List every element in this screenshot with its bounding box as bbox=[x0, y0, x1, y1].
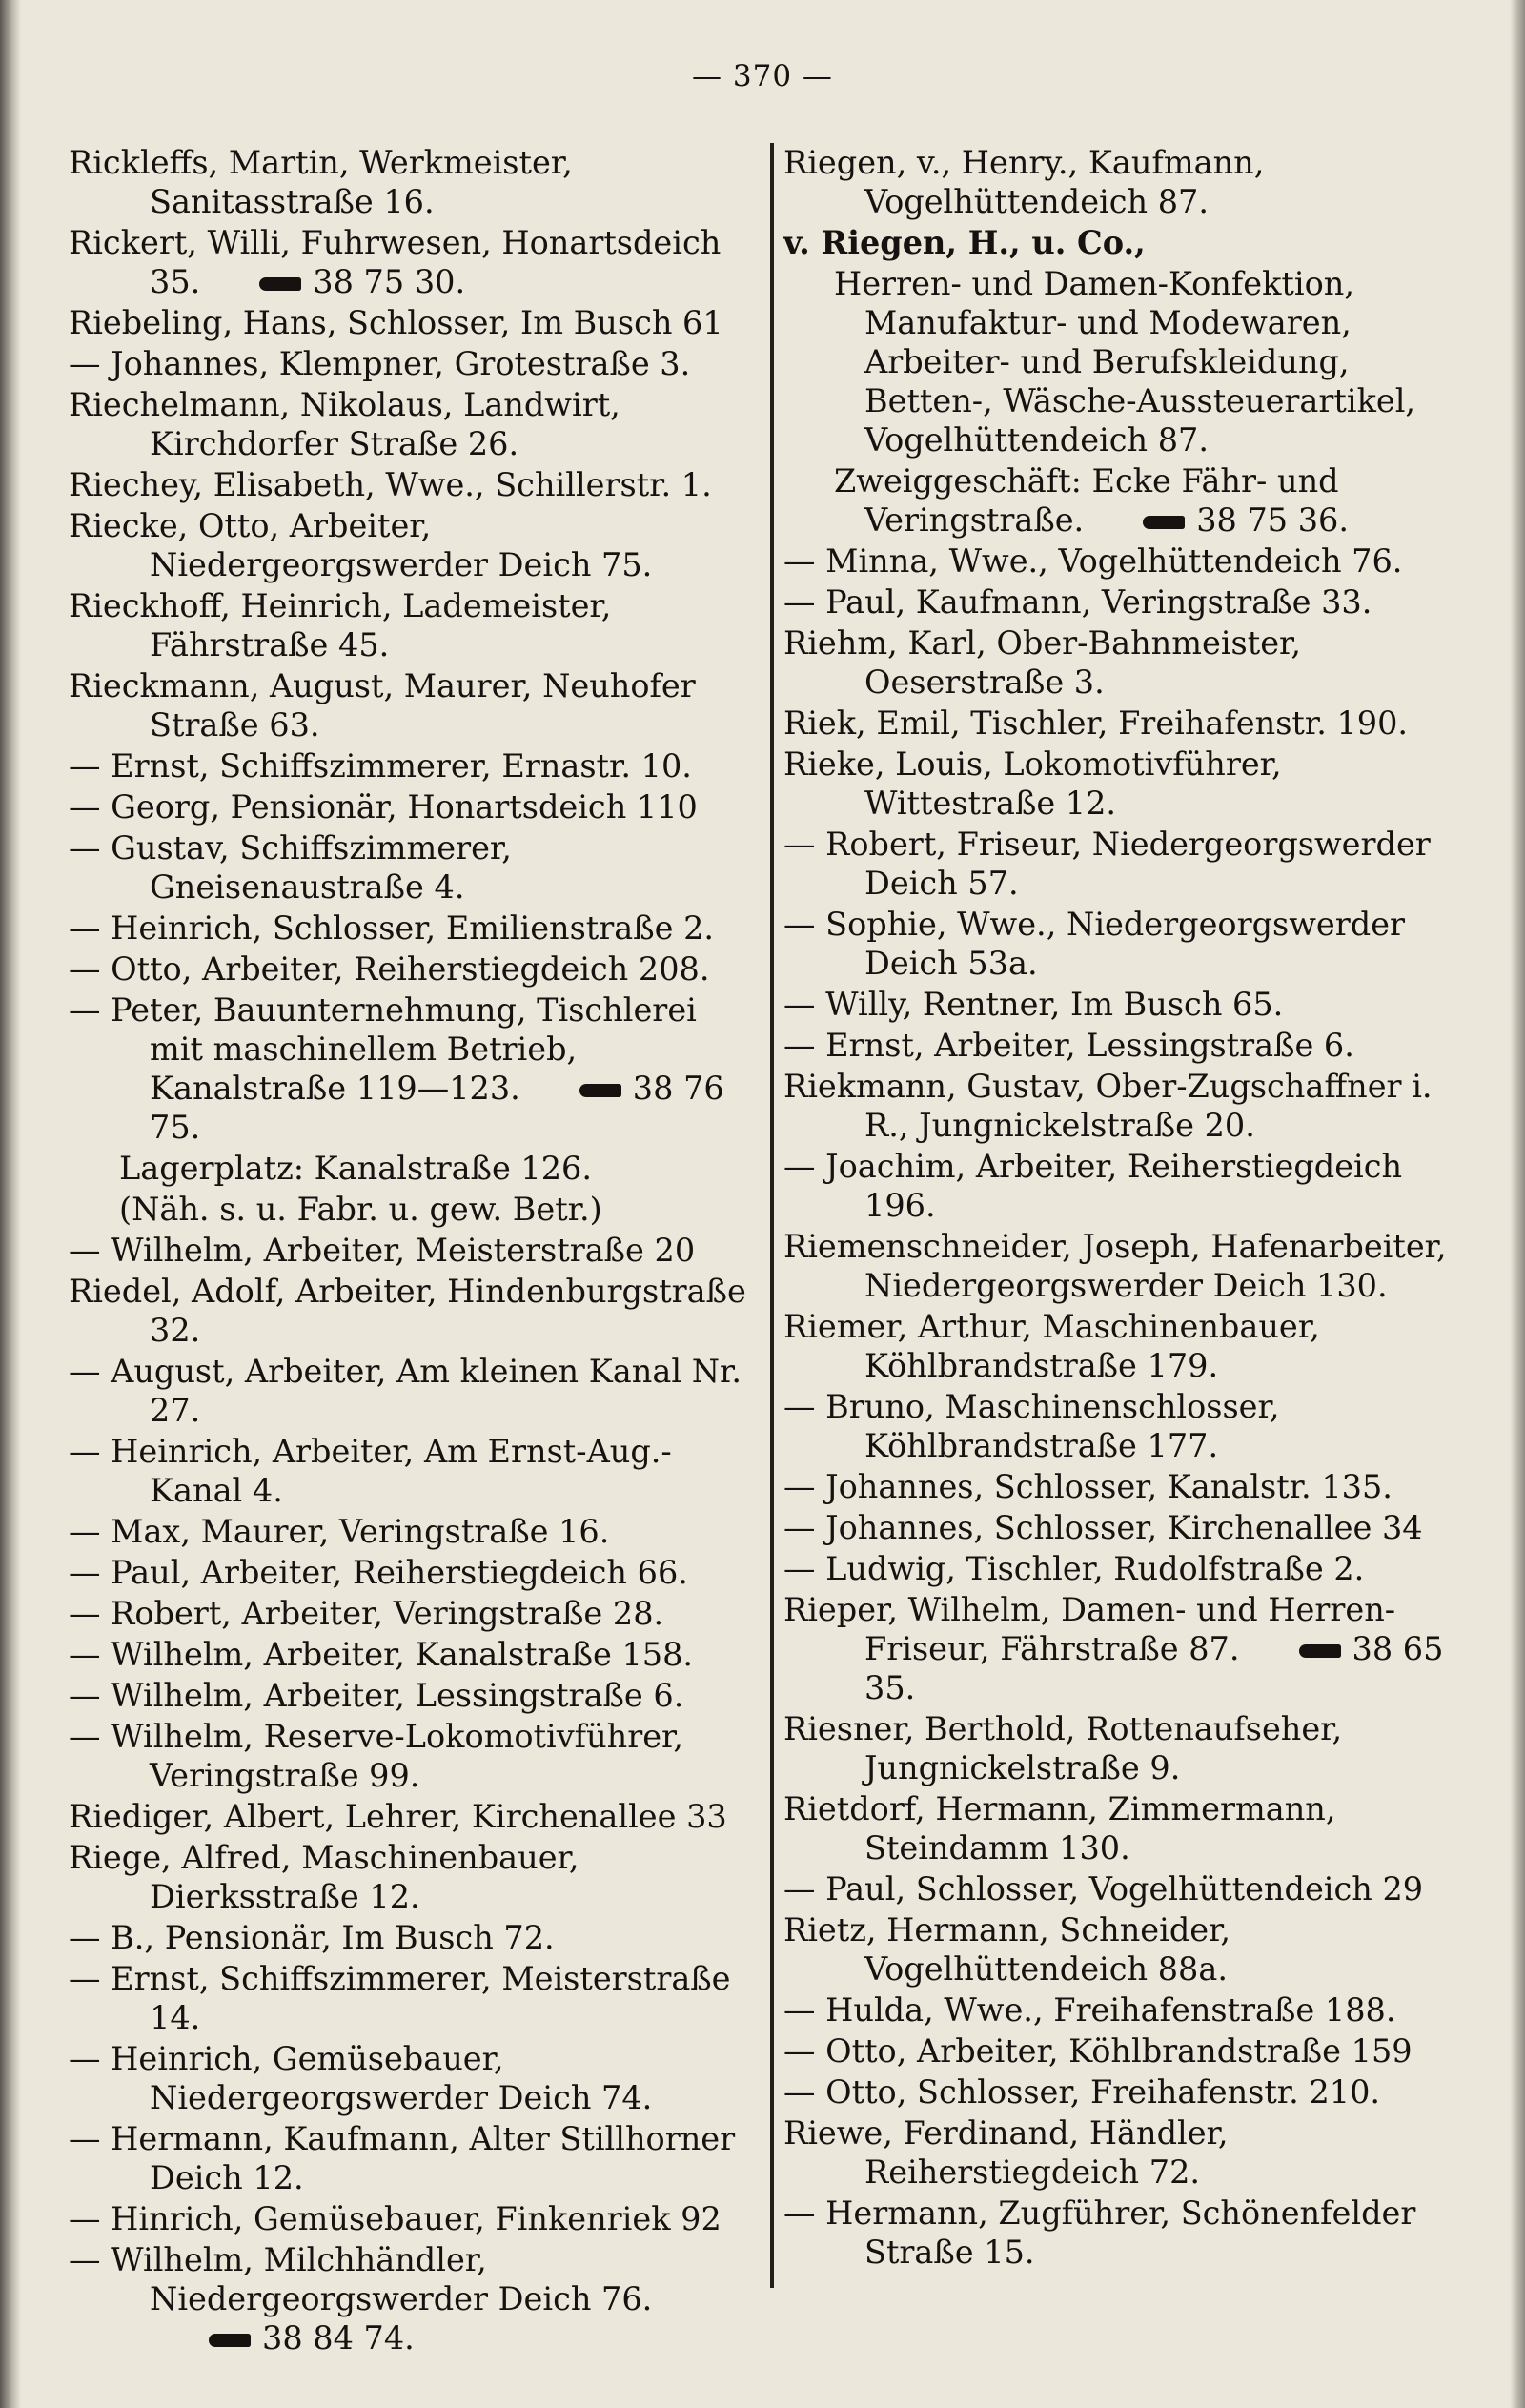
directory-entry bbox=[783, 143, 1462, 221]
entry-text: — Robert, Friseur, Niedergeorgswerder Deich 57. bbox=[783, 826, 1431, 902]
entry-text: Riegen, v., Henry., Kaufmann, Vogelhüttendeich 87. bbox=[783, 144, 1265, 220]
entry-text: Riek, Emil, Tischler, Freihafenstr. 190. bbox=[783, 704, 1409, 742]
page-edge-right bbox=[1510, 0, 1525, 2408]
entry-text: Riege, Alfred, Maschinenbauer, Dierksstraße 12. bbox=[69, 1839, 580, 1915]
column-divider bbox=[770, 143, 774, 2288]
directory-entry bbox=[783, 745, 1462, 823]
directory-entry bbox=[69, 1717, 747, 1795]
directory-entry bbox=[783, 1789, 1462, 1867]
entry-text: — Hinrich, Gemüsebauer, Finkenriek 92 bbox=[69, 2200, 722, 2237]
directory-entry bbox=[69, 2039, 747, 2117]
telephone-icon bbox=[1299, 1644, 1341, 1658]
directory-entry bbox=[783, 1147, 1462, 1225]
entry-text: — Paul, Arbeiter, Reiherstiegdeich 66. bbox=[69, 1554, 688, 1591]
left-column bbox=[69, 143, 747, 2359]
entry-text: Zweiggeschäft: Ecke Fähr- und Veringstraße. bbox=[834, 462, 1339, 539]
phone-number: 38 75 30. bbox=[313, 263, 466, 300]
directory-entry bbox=[69, 344, 747, 383]
directory-entry bbox=[69, 1149, 747, 1188]
entry-text: — Johannes, Schlosser, Kanalstr. 135. bbox=[783, 1468, 1393, 1505]
entry-text: — Wilhelm, Arbeiter, Lessingstraße 6. bbox=[69, 1677, 684, 1714]
directory-entry bbox=[783, 264, 1462, 459]
phone-number: 38 75 36. bbox=[1196, 501, 1350, 539]
entry-text: Riedel, Adolf, Arbeiter, Hindenburgstraße 32. bbox=[69, 1273, 746, 1349]
entry-text: — Wilhelm, Milchhändler, Niedergeorgswerder Deich 76. bbox=[69, 2241, 653, 2317]
directory-entry bbox=[69, 506, 747, 584]
entry-text: Riechelmann, Nikolaus, Landwirt, Kirchdorfer Straße 26. bbox=[69, 386, 620, 462]
entry-text: — Hermann, Kaufmann, Alter Stillhorner Deich 12. bbox=[69, 2120, 736, 2196]
directory-entry bbox=[783, 1387, 1462, 1465]
directory-entry bbox=[783, 623, 1462, 702]
entry-text: Herren- und Damen-Konfektion, Manufaktur- und Modewaren, Arbeiter- und Berufskleidung, Betten-, Wäsche-Aussteuerartikel, Vogelhüttendeich 87. bbox=[834, 265, 1416, 459]
directory-entry bbox=[783, 2031, 1462, 2071]
directory-entry bbox=[69, 1838, 747, 1916]
entry-text: — Gustav, Schiffszimmerer, Gneisenaustraße 4. bbox=[69, 829, 512, 906]
entry-text: — Heinrich, Arbeiter, Am Ernst-Aug.-Kanal 4. bbox=[69, 1433, 672, 1509]
directory-entry bbox=[69, 2119, 747, 2197]
phone-number: 38 84 74. bbox=[262, 2319, 415, 2357]
directory-entry bbox=[69, 223, 747, 301]
telephone-icon bbox=[259, 277, 301, 291]
directory-entry bbox=[69, 1553, 747, 1592]
entry-text: Riehm, Karl, Ober-Bahnmeister, Oeserstraße 3. bbox=[783, 624, 1302, 701]
directory-entry bbox=[69, 908, 747, 948]
directory-entry bbox=[783, 985, 1462, 1024]
entry-text: — B., Pensionär, Im Busch 72. bbox=[69, 1919, 555, 1956]
entry-text: — Hulda, Wwe., Freihafenstraße 188. bbox=[783, 1991, 1396, 2029]
entry-text: — Heinrich, Schlosser, Emilienstraße 2. bbox=[69, 909, 715, 947]
entry-text: — Georg, Pensionär, Honartsdeich 110 bbox=[69, 788, 698, 826]
entry-text: — Joachim, Arbeiter, Reiherstiegdeich 196. bbox=[783, 1148, 1403, 1224]
entry-text: Rickleffs, Martin, Werkmeister, Sanitasstraße 16. bbox=[69, 144, 573, 220]
directory-entry bbox=[69, 990, 747, 1147]
directory-entry bbox=[783, 704, 1462, 743]
entry-text: Rickert, Willi, Fuhrwesen, Honartsdeich 35. bbox=[69, 224, 722, 300]
directory-entry bbox=[783, 1227, 1462, 1305]
entry-text: — Willy, Rentner, Im Busch 65. bbox=[783, 986, 1284, 1023]
entry-text: Riekmann, Gustav, Ober-Zugschaffner i. R., Jungnickelstraße 20. bbox=[783, 1068, 1433, 1144]
directory-entry bbox=[783, 825, 1462, 903]
directory-entry bbox=[69, 828, 747, 907]
directory-entry bbox=[783, 2194, 1462, 2272]
directory-entry bbox=[783, 1990, 1462, 2030]
entry-text: v. Riegen, H., u. Co., bbox=[783, 224, 1146, 261]
directory-entry bbox=[783, 1709, 1462, 1787]
directory-entry bbox=[783, 1067, 1462, 1145]
entry-text: — Wilhelm, Arbeiter, Kanalstraße 158. bbox=[69, 1636, 694, 1673]
entry-text: Riemenschneider, Joseph, Hafenarbeiter, Niedergeorgswerder Deich 130. bbox=[783, 1228, 1447, 1304]
entry-text: Riewe, Ferdinand, Händler, Reiherstiegdeich 72. bbox=[783, 2114, 1229, 2191]
entry-text: (Näh. s. u. Fabr. u. gew. Betr.) bbox=[119, 1191, 602, 1228]
directory-entry bbox=[783, 223, 1462, 262]
telephone-icon bbox=[209, 2334, 251, 2347]
directory-entry bbox=[69, 1512, 747, 1551]
entry-text: — Peter, Bauunternehmung, Tischlerei mit maschinellem Betrieb, Kanalstraße 119—123. bbox=[69, 991, 697, 1107]
entry-text: Rietdorf, Hermann, Zimmermann, Steindamm 130. bbox=[783, 1790, 1336, 1867]
directory-entry bbox=[783, 2113, 1462, 2192]
directory-entry bbox=[783, 1869, 1462, 1908]
directory-entry bbox=[69, 746, 747, 786]
directory-entry bbox=[783, 541, 1462, 581]
directory-entry bbox=[783, 1910, 1462, 1989]
entry-text: Rietz, Hermann, Schneider, Vogelhüttendeich 88a. bbox=[783, 1911, 1231, 1988]
entry-text: Riediger, Albert, Lehrer, Kirchenallee 33 bbox=[69, 1798, 727, 1835]
phone-number: 38 65 35. bbox=[864, 1630, 1444, 1706]
directory-entry bbox=[783, 1508, 1462, 1547]
entry-text: — Ernst, Arbeiter, Lessingstraße 6. bbox=[783, 1027, 1354, 1064]
entry-text: Riechey, Elisabeth, Wwe., Schillerstr. 1. bbox=[69, 466, 712, 503]
page-edge-left bbox=[0, 0, 21, 2408]
directory-entry bbox=[783, 1467, 1462, 1506]
entry-text: — Minna, Wwe., Vogelhüttendeich 76. bbox=[783, 542, 1403, 580]
directory-entry bbox=[69, 666, 747, 745]
directory-entry bbox=[783, 1307, 1462, 1385]
right-column bbox=[783, 143, 1462, 2274]
entry-text: Rieke, Louis, Lokomotivführer, Wittestraße 12. bbox=[783, 745, 1282, 822]
entry-text: Riesner, Berthold, Rottenaufseher, Jungnickelstraße 9. bbox=[783, 1710, 1343, 1786]
directory-entry bbox=[783, 1026, 1462, 1065]
directory-entry bbox=[69, 1190, 747, 1229]
directory-entry bbox=[69, 1635, 747, 1674]
directory-entry bbox=[69, 2240, 747, 2357]
page-number: — 370 — bbox=[692, 59, 833, 93]
directory-entry bbox=[69, 787, 747, 826]
directory-entry bbox=[69, 586, 747, 664]
entry-text: — Wilhelm, Reserve-Lokomotivführer, Veringstraße 99. bbox=[69, 1718, 684, 1794]
directory-entry bbox=[69, 1797, 747, 1836]
entry-text: — Otto, Schlosser, Freihafenstr. 210. bbox=[783, 2073, 1381, 2111]
entry-text: — Paul, Kaufmann, Veringstraße 33. bbox=[783, 583, 1372, 621]
directory-entry bbox=[69, 303, 747, 342]
directory-entry bbox=[69, 2199, 747, 2238]
entry-text: — Wilhelm, Arbeiter, Meisterstraße 20 bbox=[69, 1232, 696, 1269]
directory-entry bbox=[783, 1549, 1462, 1588]
directory-entry bbox=[69, 1231, 747, 1270]
entry-text: — Otto, Arbeiter, Reiherstiegdeich 208. bbox=[69, 950, 710, 988]
entry-text: — Ernst, Schiffszimmerer, Meisterstraße 14. bbox=[69, 1960, 731, 2036]
entry-text: — Robert, Arbeiter, Veringstraße 28. bbox=[69, 1595, 664, 1632]
directory-entry bbox=[69, 1959, 747, 2037]
entry-text: — Hermann, Zugführer, Schönenfelder Straße 15. bbox=[783, 2194, 1416, 2271]
entry-text: Rieckmann, August, Maurer, Neuhofer Straße 63. bbox=[69, 667, 696, 744]
directory-entry bbox=[783, 461, 1462, 540]
entry-text: Riebeling, Hans, Schlosser, Im Busch 61 bbox=[69, 304, 723, 341]
entry-text: Rieper, Wilhelm, Damen- und Herren-Friseur, Fährstraße 87. bbox=[783, 1591, 1396, 1667]
entry-text: — Max, Maurer, Veringstraße 16. bbox=[69, 1513, 610, 1550]
entry-text: — Heinrich, Gemüsebauer, Niedergeorgswerder Deich 74. bbox=[69, 2040, 653, 2116]
directory-entry bbox=[783, 905, 1462, 983]
directory-entry bbox=[69, 143, 747, 221]
directory-entry bbox=[69, 1594, 747, 1633]
entry-text: Rieckhoff, Heinrich, Lademeister, Fährstraße 45. bbox=[69, 587, 612, 663]
directory-entry bbox=[69, 949, 747, 989]
entry-text: — Sophie, Wwe., Niedergeorgswerder Deich 53a. bbox=[783, 906, 1406, 982]
directory-entry bbox=[69, 385, 747, 463]
entry-text: — Johannes, Schlosser, Kirchenallee 34 bbox=[783, 1509, 1423, 1546]
directory-entry bbox=[69, 1272, 747, 1350]
entry-text: Lagerplatz: Kanalstraße 126. bbox=[119, 1150, 593, 1187]
telephone-icon bbox=[580, 1084, 621, 1097]
directory-entry bbox=[783, 2072, 1462, 2112]
entry-text: — Ludwig, Tischler, Rudolfstraße 2. bbox=[783, 1550, 1365, 1587]
entry-text: — Ernst, Schiffszimmerer, Ernastr. 10. bbox=[69, 747, 692, 785]
entry-text: — Bruno, Maschinenschlosser, Köhlbrandstraße 177. bbox=[783, 1388, 1280, 1464]
directory-entry bbox=[69, 1432, 747, 1510]
entry-text: — Paul, Schlosser, Vogelhüttendeich 29 bbox=[783, 1870, 1424, 1908]
directory-entry bbox=[69, 1352, 747, 1430]
directory-entry bbox=[783, 1590, 1462, 1707]
phone-number: 38 76 75. bbox=[150, 1070, 724, 1146]
entry-text: — Otto, Arbeiter, Köhlbrandstraße 159 bbox=[783, 2032, 1413, 2070]
directory-entry bbox=[783, 582, 1462, 622]
telephone-icon bbox=[1143, 516, 1185, 529]
entry-text: Riemer, Arthur, Maschinenbauer, Köhlbrandstraße 179. bbox=[783, 1308, 1320, 1384]
entry-text: Riecke, Otto, Arbeiter, Niedergeorgswerder Deich 75. bbox=[69, 507, 653, 583]
directory-entry bbox=[69, 465, 747, 504]
entry-text: — August, Arbeiter, Am kleinen Kanal Nr. 27. bbox=[69, 1353, 742, 1429]
entry-text: — Johannes, Klempner, Grotestraße 3. bbox=[69, 345, 691, 382]
directory-entry bbox=[69, 1918, 747, 1957]
directory-entry bbox=[69, 1676, 747, 1715]
